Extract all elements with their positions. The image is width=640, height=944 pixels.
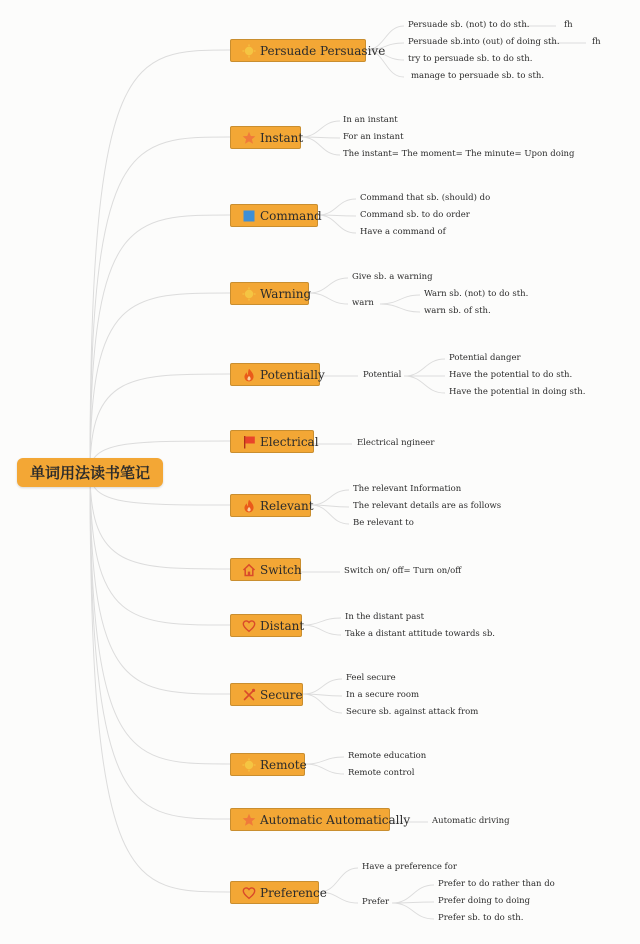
item-text: fh — [592, 37, 601, 47]
topic-label: Remote — [260, 757, 307, 772]
item-text: fh — [564, 20, 573, 30]
connector-line — [303, 679, 342, 694]
topic-instant[interactable] — [230, 126, 304, 149]
item-text: Secure sb. against attack from — [346, 707, 479, 717]
connector-line — [318, 199, 356, 215]
topic-label: Secure — [260, 687, 303, 702]
item-text: Warn sb. (not) to do sth. — [424, 289, 529, 299]
connector-line — [302, 618, 341, 625]
flame-icon — [242, 499, 256, 513]
topic-label: Warning — [260, 286, 312, 301]
connector-line — [90, 472, 230, 892]
item-text: Potential danger — [449, 353, 521, 363]
item-text: Have a preference for — [362, 862, 457, 872]
topic-label: Distant — [260, 618, 305, 633]
item-text: Feel secure — [346, 673, 396, 683]
topic-label: Electrical — [260, 434, 319, 449]
sun-icon — [242, 287, 256, 301]
item-text: Switch on/ off= Turn on/off — [344, 566, 462, 576]
connector-line — [318, 215, 356, 233]
connector-line — [303, 694, 342, 713]
item-text: Remote education — [348, 751, 427, 761]
item-text: Automatic driving — [432, 816, 510, 826]
connector-line — [380, 304, 420, 312]
topic-label: Instant — [260, 130, 304, 145]
item-text: Take a distant attitude towards sb. — [345, 629, 495, 639]
connector-line — [305, 757, 344, 764]
item-text: try to persuade sb. to do sth. — [408, 54, 533, 64]
item-text: Prefer — [362, 897, 390, 907]
connector-line — [311, 505, 349, 524]
item-text: Prefer to do rather than do — [438, 879, 555, 889]
topic-label: Relevant — [260, 498, 314, 513]
connector-line — [392, 885, 434, 903]
root-label: 单词用法读书笔记 — [29, 464, 150, 482]
topic-label: Preference — [260, 885, 327, 900]
topic-switch[interactable] — [230, 558, 301, 581]
home-icon — [242, 563, 256, 577]
topic-secure[interactable] — [230, 683, 303, 706]
tools-icon — [242, 688, 256, 702]
item-text: manage to persuade sb. to sth. — [411, 71, 545, 81]
topic-automatic[interactable] — [230, 808, 411, 831]
item-text: Prefer doing to doing — [438, 896, 531, 906]
connector-line — [90, 137, 230, 472]
connector-line — [302, 625, 341, 635]
topic-persuade[interactable] — [230, 39, 386, 62]
item-text: Be relevant to — [353, 518, 414, 528]
connector-line — [309, 278, 348, 293]
item-text: The instant= The moment= The minute= Upon doing — [343, 149, 575, 159]
item-text: Electrical ngineer — [357, 438, 435, 448]
item-text: Persuade sb. (not) to do sth. — [408, 20, 530, 30]
topic-electrical[interactable] — [230, 430, 319, 453]
heart-icon — [242, 886, 256, 900]
item-text: Give sb. a warning — [352, 272, 433, 282]
topic-potentially[interactable] — [230, 363, 325, 386]
heart-icon — [242, 619, 256, 633]
star-icon — [242, 813, 256, 827]
item-text: Remote control — [348, 768, 415, 778]
topic-preference[interactable] — [230, 881, 327, 904]
item-text: In a secure room — [346, 690, 420, 700]
flame-icon — [242, 368, 256, 382]
item-text: The relevant Information — [353, 484, 462, 494]
topic-label: Switch — [260, 562, 302, 577]
item-text: Command that sb. (should) do — [360, 193, 491, 203]
item-text: Have a command of — [360, 227, 446, 237]
topic-command[interactable] — [230, 204, 322, 227]
item-text: warn — [352, 298, 374, 308]
connector-line — [301, 137, 340, 155]
connector-line — [309, 293, 348, 304]
root-topic[interactable] — [17, 458, 163, 487]
item-text: warn sb. of sth. — [424, 306, 491, 316]
sun-icon — [242, 44, 256, 58]
connector-line — [90, 472, 230, 764]
connector-line — [404, 376, 445, 393]
connector-line — [404, 359, 445, 376]
topic-warning[interactable] — [230, 282, 312, 305]
topic-label: Potentially — [260, 367, 325, 382]
topic-label: Persuade Persuasive — [260, 43, 386, 58]
item-text: Command sb. to do order — [360, 210, 470, 220]
star-icon — [242, 131, 256, 145]
item-text: For an instant — [343, 132, 404, 142]
connector-line — [305, 764, 344, 774]
item-text: Prefer sb. to do sth. — [438, 913, 524, 923]
connector-line — [301, 121, 340, 137]
connector-line — [380, 295, 420, 304]
topic-label: Command — [260, 208, 322, 223]
topic-distant[interactable] — [230, 614, 305, 637]
item-text: Persuade sb.into (out) of doing sth. — [408, 37, 560, 47]
connector-line — [311, 490, 349, 505]
connector-line — [90, 293, 230, 472]
connector-line — [90, 472, 230, 819]
sun-icon — [242, 758, 256, 772]
item-text: The relevant details are as follows — [353, 501, 502, 511]
item-text: In an instant — [343, 115, 398, 125]
item-text: Have the potential to do sth. — [449, 370, 573, 380]
square-icon — [242, 209, 256, 223]
item-text: In the distant past — [345, 612, 425, 622]
topic-relevant[interactable] — [230, 494, 314, 517]
topic-label: Automatic Automatically — [260, 812, 411, 827]
flag-icon — [242, 435, 256, 449]
topic-remote[interactable] — [230, 753, 305, 776]
connector-line — [90, 50, 230, 472]
connector-line — [392, 903, 434, 919]
item-text: Have the potential in doing sth. — [449, 387, 586, 397]
item-text: Potential — [363, 370, 402, 380]
connector-line — [90, 215, 230, 472]
